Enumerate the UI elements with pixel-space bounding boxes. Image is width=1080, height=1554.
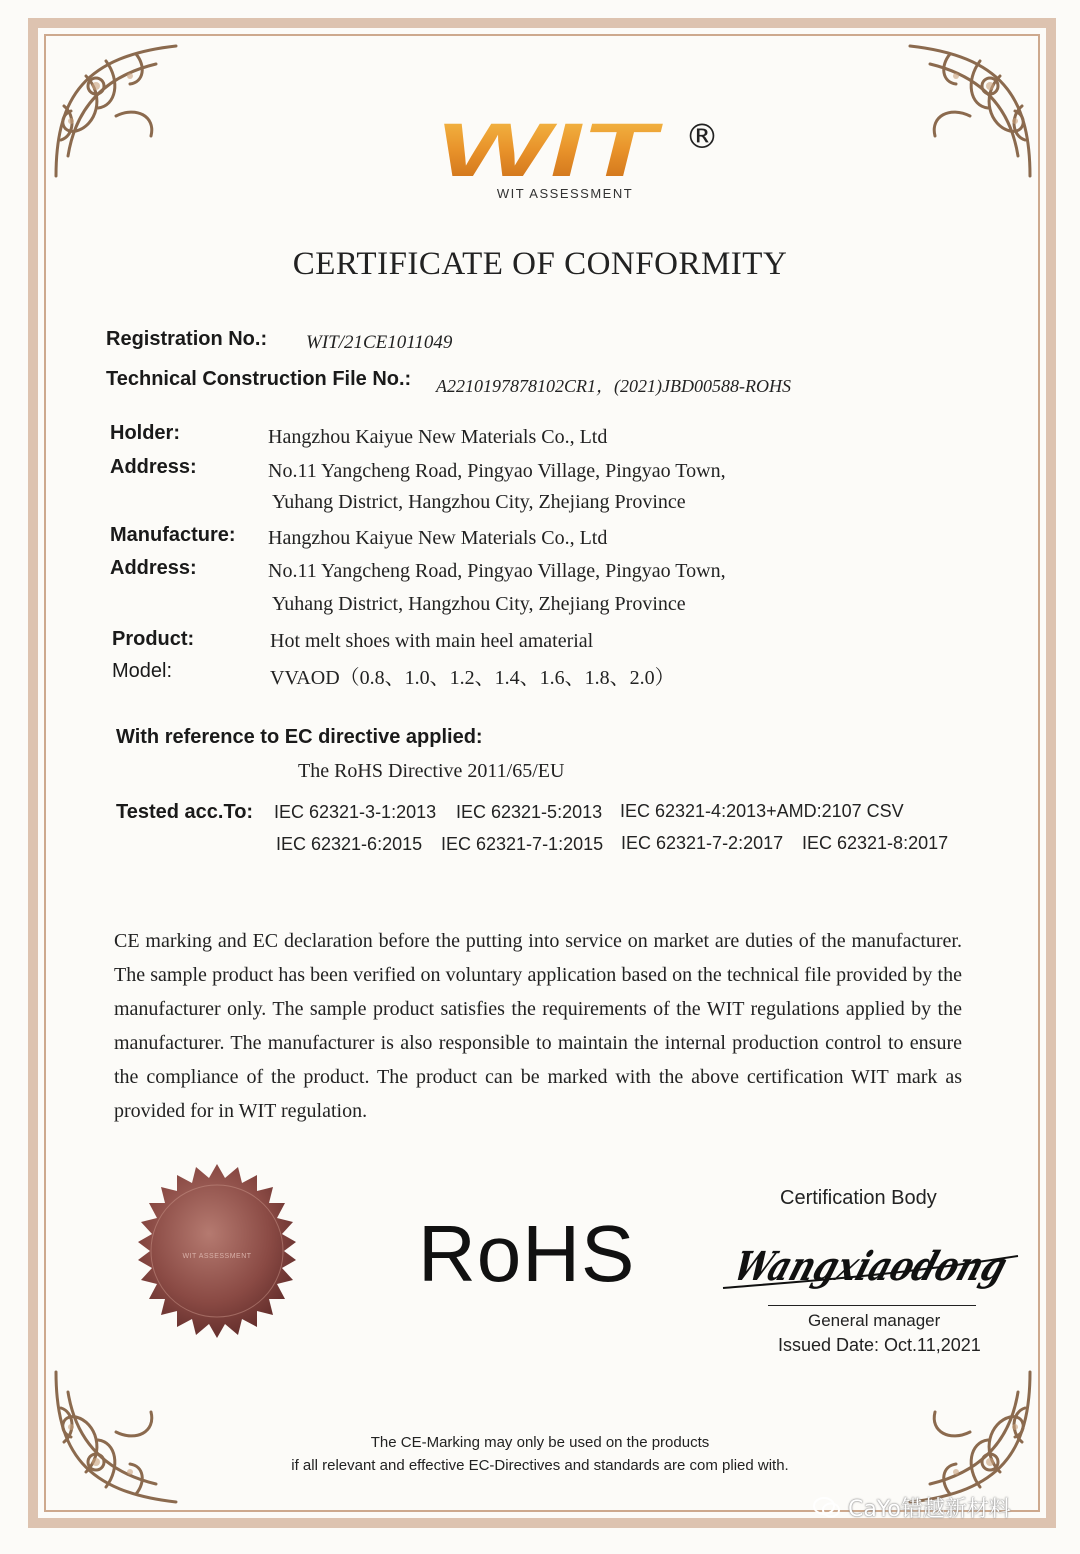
signature-text: Wangxiaodong <box>727 1241 1072 1290</box>
manufacture-value: Hangzhou Kaiyue New Materials Co., Ltd <box>268 527 608 549</box>
holder-address-line2: Yuhang District, Hangzhou City, Zhejiang Province <box>272 491 686 513</box>
product-label: Product: <box>112 628 195 650</box>
registered-mark: ® <box>685 117 719 157</box>
seal-text: WIT ASSESSMENT <box>182 1253 252 1260</box>
manufacture-label: Manufacture: <box>110 524 236 546</box>
standard-item: IEC 62321-5:2013 <box>456 802 603 822</box>
manufacture-address-line2: Yuhang District, Hangzhou City, Zhejiang Province <box>272 593 686 615</box>
tcf-value: A2210197878102CR1，(2021)JBD00588-ROHS <box>436 376 791 396</box>
directive-value: The RoHS Directive 2011/65/EU <box>298 760 565 782</box>
holder-address-label: Address: <box>110 456 197 478</box>
issued-date: Issued Date: Oct.11,2021 <box>778 1335 981 1355</box>
holder-address-line1: No.11 Yangcheng Road, Pingyao Village, Pingyao Town, <box>268 460 726 482</box>
wit-logo-text: WIT <box>426 108 588 193</box>
holder-label: Holder: <box>110 422 180 444</box>
footer-line2: if all relevant and effective EC-Directives and standards are com plied with. <box>291 1457 789 1474</box>
standard-item: IEC 62321-3-1:2013 <box>274 802 437 822</box>
registration-value: WIT/21CE1011049 <box>306 332 453 353</box>
standard-item: IEC 62321-4:2013+AMD:2107 CSV <box>620 801 904 821</box>
certification-body-label: Certification Body <box>780 1187 937 1209</box>
watermark <box>812 1492 1011 1523</box>
manufacture-address-label: Address: <box>110 557 197 579</box>
standard-item: IEC 62321-7-1:2015 <box>441 834 604 854</box>
tested-label: Tested acc.To: <box>116 801 254 823</box>
registration-label: Registration No.: <box>106 328 268 350</box>
standard-item: IEC 62321-8:2017 <box>802 833 949 853</box>
corner-ornament-top-right <box>890 36 1040 186</box>
product-value: Hot melt shoes with main heel amaterial <box>270 630 594 652</box>
directive-label: With reference to EC directive applied: <box>116 726 483 748</box>
rohs-mark: RoHS <box>418 1209 636 1298</box>
model-label: Model: <box>112 660 173 682</box>
standard-item: IEC 62321-7-2:2017 <box>621 833 784 853</box>
signature <box>718 1228 1072 1302</box>
tcf-label: Technical Construction File No.: <box>106 368 412 390</box>
model-value: VVAOD（0.8、1.0、1.2、1.4、1.6、1.8、2.0） <box>270 667 675 689</box>
certificate-title: CERTIFICATE OF CONFORMITY <box>292 246 788 282</box>
watermark-text: CaYo错越新材料 <box>848 1497 1011 1522</box>
logo-subtitle: WIT ASSESSMENT <box>496 186 634 201</box>
signature-line <box>768 1305 976 1306</box>
wechat-icon <box>812 1495 842 1521</box>
corner-ornament-top-left <box>46 36 196 186</box>
manufacture-address-line1: No.11 Yangcheng Road, Pingyao Village, Pingyao Town, <box>268 560 726 582</box>
declaration-paragraph: CE marking and EC declaration before the putting into service on market are duties of the manufacturer. The sample product has been verified on voluntary application based on the technical file provided by the manufacturer only. The sample product satisfies the requirements of the WIT regulations applied by the manufacturer. The manufacturer is also responsible to maintain the internal production control to ensure the compliance of the product. The product can be marked with the above certification WIT mark as provided for in WIT regulation. <box>114 930 962 1122</box>
holder-value: Hangzhou Kaiyue New Materials Co., Ltd <box>268 426 608 448</box>
signer-role: General manager <box>808 1311 941 1330</box>
footer-line1: The CE-Marking may only be used on the products <box>370 1434 710 1451</box>
standard-item: IEC 62321-6:2015 <box>276 834 423 854</box>
seal-icon <box>128 1162 306 1340</box>
